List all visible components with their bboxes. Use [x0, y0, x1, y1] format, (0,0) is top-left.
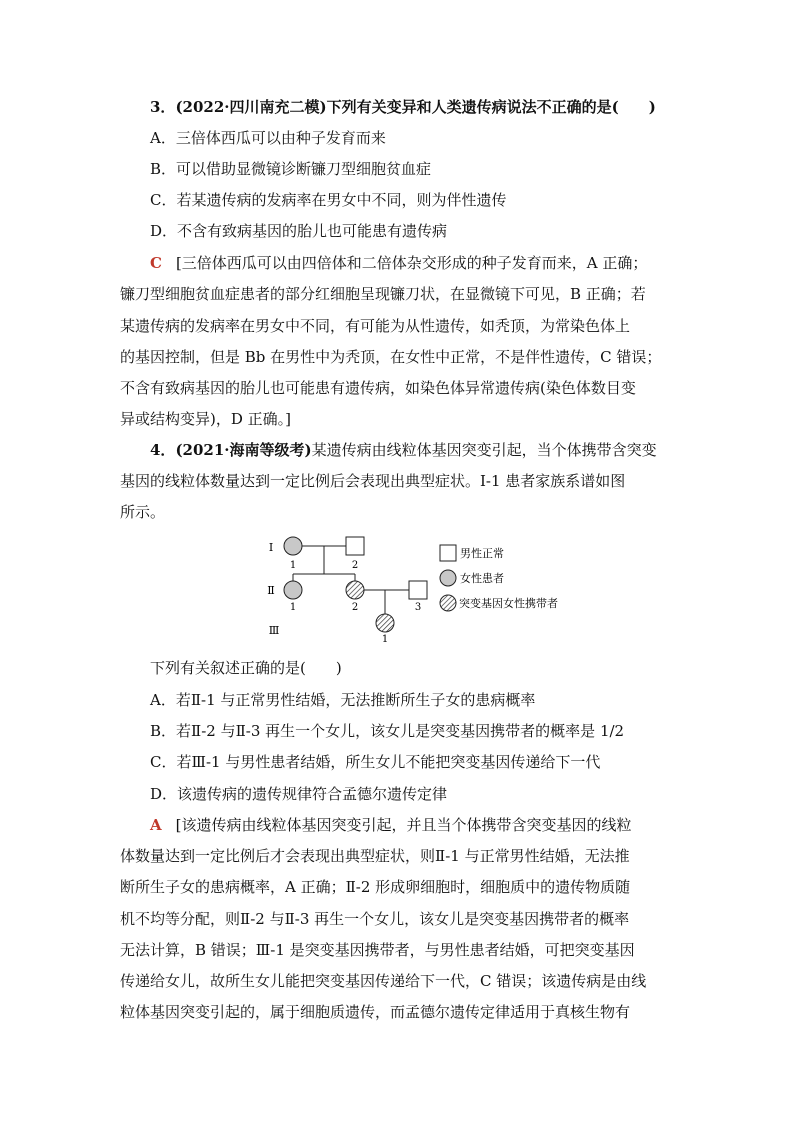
label-i1: 1 [289, 560, 297, 571]
legend-normal-male-label: 男性正常 [460, 547, 504, 560]
generation-label-1: Ⅰ [268, 541, 274, 554]
q4-option-c: C．若Ⅲ-1 与男性患者结婚，所生女儿不能把突变基因传递给下一代 [150, 753, 601, 771]
ii2-carrier-female [346, 581, 364, 599]
legend-carrier-female-symbol [440, 595, 456, 611]
q3-explanation-line: 异或结构变异)，D 正确。] [120, 410, 291, 428]
i1-affected-female [284, 537, 302, 555]
ii3-normal-male [409, 581, 427, 599]
i2-normal-male [346, 537, 364, 555]
q4-answer: A [150, 816, 162, 834]
label-iii1: 1 [381, 634, 389, 645]
q4-stem: 4．(2021·海南等级考)某遗传病由线粒体基因突变引起，当个体携带含突变 [150, 441, 657, 459]
q4-explanation-line: A [该遗传病由线粒体基因突变引起，并且当个体携带含突变基因的线粒 [150, 816, 632, 834]
legend-affected-female-label: 女性患者 [460, 572, 504, 585]
q3-explanation-line: 的基因控制，但是 Bb 在男性中为秃顶，在女性中正常，不是伴性遗传，C 错误； [120, 348, 662, 366]
q4-explanation-line: 粒体基因突变引起的，属于细胞质遗传，而孟德尔遗传定律适用于真核生物有 [120, 1003, 631, 1021]
label-ii1: 1 [289, 602, 297, 613]
pedigree-diagram [255, 530, 585, 645]
q4-explanation-line: 无法计算，B 错误；Ⅲ-1 是突变基因携带者，与男性患者结婚，可把突变基因 [120, 941, 635, 959]
q4-option-d: D．该遗传病的遗传规律符合孟德尔遗传定律 [150, 785, 448, 803]
q3-option-a: A．三倍体西瓜可以由种子发育而来 [150, 129, 386, 147]
q3-option-d: D．不含有致病基因的胎儿也可能患有遗传病 [150, 222, 448, 240]
q4-explanation-line: 断所生子女的患病概率，A 正确；Ⅱ-2 形成卵细胞时，细胞质中的遗传物质随 [120, 878, 631, 896]
q4-prompt: 下列有关叙述正确的是( ) [150, 659, 342, 677]
label-i2: 2 [351, 560, 359, 571]
q4-explanation-line: 传递给女儿，故所生女儿能把突变基因传递给下一代，C 错误；该遗传病是由线 [120, 972, 647, 990]
q4-stem-line: 基因的线粒体数量达到一定比例后会表现出典型症状。Ⅰ-1 患者家族系谱如图 [120, 472, 626, 490]
q4-stem-line: 所示。 [120, 503, 166, 521]
legend-affected-female-symbol [440, 570, 456, 586]
generation-label-3: Ⅲ [268, 624, 280, 637]
legend-carrier-female-label: 突变基因女性携带者 [459, 597, 558, 610]
q4-explanation-line: 机不均等分配，则Ⅱ-2 与Ⅱ-3 再生一个女儿，该女儿是突变基因携带者的概率 [120, 910, 630, 928]
q3-option-c: C．若某遗传病的发病率在男女中不同，则为伴性遗传 [150, 191, 507, 209]
q3-explanation-line: 某遗传病的发病率在男女中不同，有可能为从性遗传，如秃顶，为常染色体上 [120, 317, 631, 335]
q3-explanation-line: 镰刀型细胞贫血症患者的部分红细胞呈现镰刀状，在显微镜下可见，B 正确；若 [120, 285, 646, 303]
iii1-carrier-female [376, 614, 394, 632]
q3-explanation-line: 不含有致病基因的胎儿也可能患有遗传病，如染色体异常遗传病(染色体数目变 [120, 379, 636, 397]
generation-label-2: Ⅱ [267, 584, 275, 597]
q3-explanation-line: C [三倍体西瓜可以由四倍体和二倍体杂交形成的种子发育而来，A 正确； [150, 254, 648, 272]
q3-answer: C [150, 254, 162, 272]
legend-normal-male-symbol [440, 545, 456, 561]
q3-stem: 3．(2022·四川南充二模)下列有关变异和人类遗传病说法不正确的是( ) [150, 98, 656, 116]
q4-option-a: A．若Ⅱ-1 与正常男性结婚，无法推断所生子女的患病概率 [150, 691, 536, 709]
q4-explanation-line: 体数量达到一定比例后才会表现出典型症状，则Ⅱ-1 与正常男性结婚，无法推 [120, 847, 630, 865]
ii1-affected-female [284, 581, 302, 599]
label-ii2: 2 [351, 602, 359, 613]
q3-option-b: B．可以借助显微镜诊断镰刀型细胞贫血症 [150, 160, 432, 178]
label-ii3: 3 [414, 602, 422, 613]
q4-option-b: B．若Ⅱ-2 与Ⅱ-3 再生一个女儿，该女儿是突变基因携带者的概率是 1/2 [150, 722, 625, 740]
